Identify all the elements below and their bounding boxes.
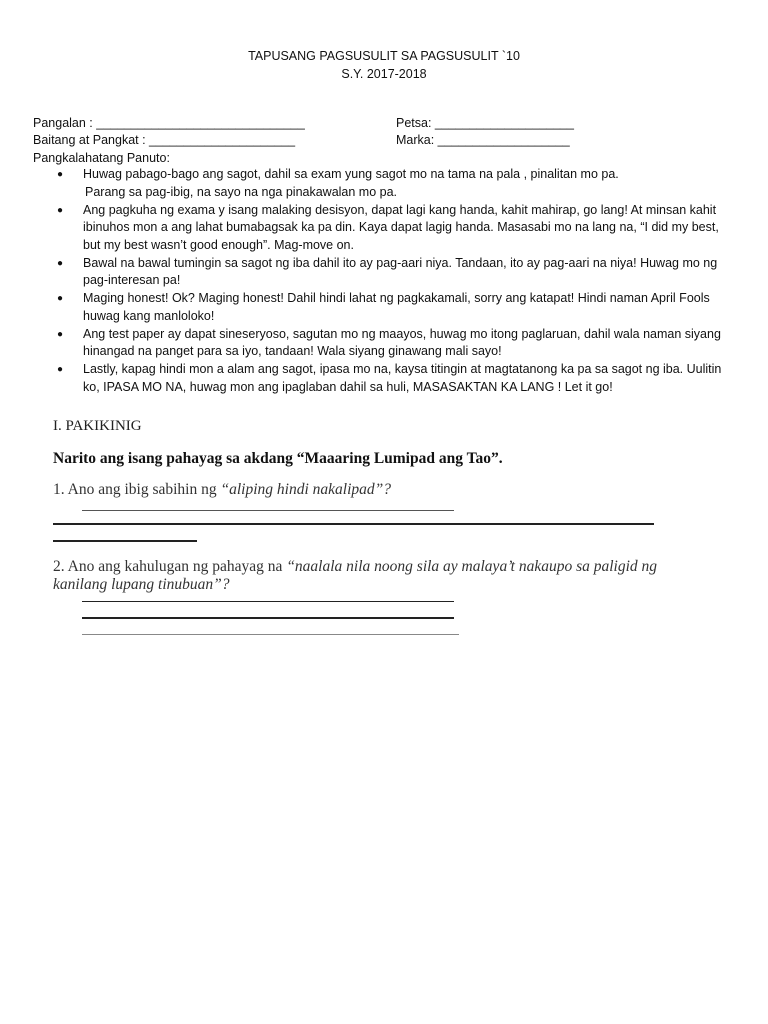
direction-text: Ang test paper ay dapat sineseryoso, sagutan mo ng maayos, huwag mo itong paglaruan, dahil wala naman siyang [83,326,721,341]
direction-item [33,361,733,396]
bullet-icon: ● [57,328,64,340]
question-1 [53,481,391,499]
bullet-icon: ● [57,257,64,269]
direction-item [33,255,733,290]
direction-text: ko, IPASA MO NA, huwag mon ang ipaglaban dahil sa huli, MASASAKTAN KA LANG ! Let it go! [83,379,613,394]
question-1-quote: “aliping hindi nakalipad”? [220,481,391,498]
direction-text: hinangad na panget para sa iyo, tandaan! Wala siyang ginawang mali sayo! [83,344,502,358]
score-field[interactable]: Marka: ___________________ [396,133,570,147]
direction-item [33,326,733,361]
direction-text: Lastly, kapag hindi mon a alam ang sagot, ipasa mo na, kaysa titingin at magtatanong ka pa sa sagot ng iba. Uulitin [83,362,722,376]
answer-line[interactable] [53,540,197,542]
name-field[interactable]: Pangalan : ______________________________ [33,116,305,130]
direction-text: Maging honest! Ok? Maging honest! Dahil hindi lahat ng pagkakamali, sorry ang katapat! Hindi naman April Fools [83,291,710,305]
answer-line[interactable] [82,601,454,602]
answer-line[interactable] [82,510,454,511]
section-heading: I. PAKIKINIG [53,418,142,434]
directions-heading: Pangkalahatang Panuto: [33,151,170,165]
bullet-icon: ● [57,204,64,216]
question-2-quote: “naalala nila noong sila ay malaya’t nakaupo sa paligid ng kanilang lupang tinubuan”? [53,558,658,593]
direction-text: Parang sa pag-ibig, na sayo na nga pinakawalan mo pa. [85,184,398,199]
question-2 [53,558,693,594]
answer-line[interactable] [53,523,654,525]
answer-line[interactable] [82,617,454,619]
direction-text: ibinuhos mon a ang lahat bumabagsak ka pa din. Kaya dapat lagig handa. Masasabi mo na lang na, “I did my best, [83,220,719,234]
direction-item [33,166,733,201]
direction-text: but my best wasn’t good enough”. Mag-move on. [83,237,354,252]
bullet-icon: ● [57,169,64,180]
date-field[interactable]: Petsa: ____________________ [396,116,574,130]
direction-text: Huwag pabago-bago ang sagot, dahil sa exam yung sagot mo na tama na pala , pinalitan mo pa. [83,167,619,181]
direction-text: huwag kang manloloko! [83,308,215,323]
direction-text: pag-interesan pa! [83,273,181,287]
direction-item [33,290,733,325]
bullet-icon: ● [57,364,64,375]
section-intro: Narito ang isang pahayag sa akdang “Maaaring Lumipad ang Tao”. [53,450,503,467]
direction-text: Bawal na bawal tumingin sa sagot ng iba dahil ito ay pag-aari niya. Tandaan, ito ay pag-aari na niya! Huwag mo ng [83,255,718,270]
question-1-text: 1. Ano ang ibig sabihin ng [53,481,221,498]
bullet-icon: ● [57,293,64,304]
answer-line[interactable] [82,634,459,635]
grade-section-field[interactable]: Baitang at Pangkat : _____________________ [33,133,296,147]
directions-list [33,166,733,397]
question-2-text: 2. Ano ang kahulugan ng pahayag na [53,558,287,575]
school-year: S.Y. 2017-2018 [341,67,427,81]
exam-title [0,47,768,83]
direction-item [33,202,733,255]
exam-title-line1: TAPUSANG PAGSUSULIT SA PAGSUSULIT `10 [248,49,520,63]
direction-text: Ang pagkuha ng exama y isang malaking desisyon, dapat lagi kang handa, kahit mahirap, go lang! At minsan kahit [83,202,717,217]
